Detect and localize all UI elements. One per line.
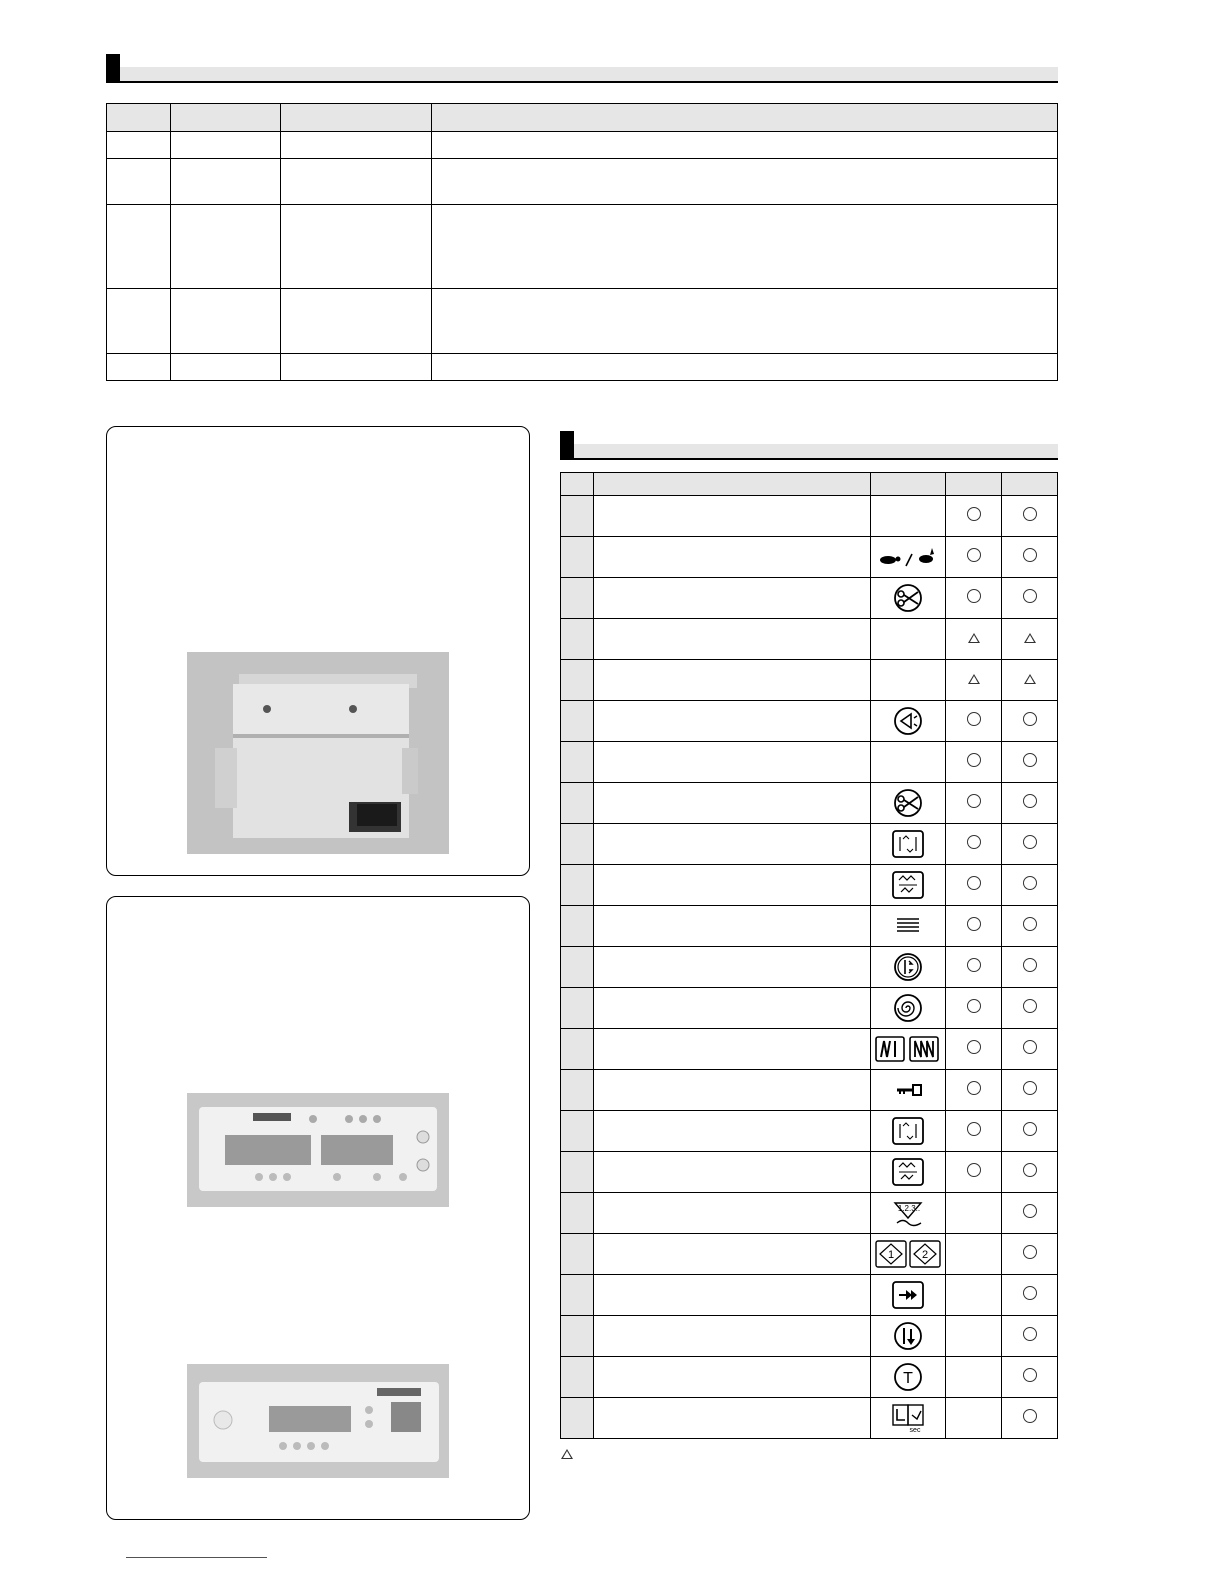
row-number-cell — [561, 947, 594, 988]
function-icon-cell — [871, 1357, 946, 1398]
model-a-mark-cell — [946, 906, 1002, 947]
row-number-cell — [561, 742, 594, 783]
operation-panel-image-1 — [187, 1093, 449, 1207]
table-row — [561, 619, 1058, 660]
available-mark-icon — [967, 1040, 981, 1054]
table-row — [561, 1152, 1058, 1193]
table-cell — [171, 205, 281, 289]
function-name-cell — [594, 1111, 871, 1152]
model-a-mark-cell — [946, 947, 1002, 988]
function-icon-cell — [871, 496, 946, 537]
model-b-mark-cell — [1002, 988, 1058, 1029]
table-row — [561, 742, 1058, 783]
t-circle-icon — [891, 1368, 925, 1385]
model-b-mark-cell — [1002, 701, 1058, 742]
model-a-mark-cell — [946, 619, 1002, 660]
svg-text:sec: sec — [909, 1427, 921, 1433]
table-row — [561, 701, 1058, 742]
model-a-mark-cell — [946, 537, 1002, 578]
section-marker — [106, 54, 120, 82]
available-mark-icon — [1023, 835, 1037, 849]
available-mark-icon — [1023, 507, 1037, 521]
step-count-icon — [891, 1204, 925, 1221]
model-b-mark-cell — [1002, 1152, 1058, 1193]
function-name-cell — [594, 947, 871, 988]
triangle-legend-icon — [561, 1449, 573, 1459]
available-mark-icon — [967, 507, 981, 521]
function-name-cell — [594, 1152, 871, 1193]
svg-text:T: T — [903, 1370, 913, 1387]
model-b-mark-cell — [1002, 1111, 1058, 1152]
available-mark-icon — [967, 589, 981, 603]
available-mark-icon — [1023, 548, 1037, 562]
table-header-cell — [594, 473, 871, 496]
model-a-mark-cell — [946, 988, 1002, 1029]
function-icon-cell — [871, 701, 946, 742]
operation-panel-box — [106, 896, 530, 1520]
table-row — [561, 1357, 1058, 1398]
table-row — [561, 824, 1058, 865]
model-a-mark-cell — [946, 496, 1002, 537]
available-mark-icon — [967, 712, 981, 726]
model-a-mark-cell — [946, 701, 1002, 742]
function-name-cell — [594, 865, 871, 906]
svg-text:2: 2 — [921, 1249, 929, 1261]
table-cell — [171, 354, 281, 381]
available-mark-icon — [967, 548, 981, 562]
available-mark-icon — [967, 917, 981, 931]
table-row — [561, 496, 1058, 537]
operation-panel-image-2 — [187, 1364, 449, 1478]
section-header-bar-top — [106, 67, 1058, 83]
table-cell — [281, 289, 432, 354]
function-icon-cell — [871, 660, 946, 701]
table-row — [107, 289, 1058, 354]
available-mark-icon — [1023, 958, 1037, 972]
available-mark-icon — [1023, 1081, 1037, 1095]
section-marker — [560, 431, 574, 459]
table-header-cell — [1002, 473, 1058, 496]
multi-backtack-icon — [891, 1163, 925, 1180]
table-row — [107, 132, 1058, 159]
available-mark-icon — [967, 999, 981, 1013]
program-1-2-icon — [874, 1245, 942, 1262]
available-mark-icon — [1023, 1245, 1037, 1259]
available-mark-icon — [1023, 1122, 1037, 1136]
model-a-mark-cell — [946, 742, 1002, 783]
partial-mark-icon — [1024, 633, 1036, 643]
table-cell — [432, 289, 1058, 354]
stitch-pattern-icon — [874, 1040, 942, 1057]
partial-mark-icon — [968, 633, 980, 643]
available-mark-icon — [967, 876, 981, 890]
table-header-cell — [281, 104, 432, 132]
table-cell — [432, 132, 1058, 159]
function-icon-cell — [871, 1193, 946, 1234]
function-name-cell — [594, 1357, 871, 1398]
model-a-mark-cell — [946, 1193, 1002, 1234]
row-number-cell — [561, 1111, 594, 1152]
model-b-mark-cell — [1002, 783, 1058, 824]
table-row — [107, 354, 1058, 381]
table-cell — [171, 289, 281, 354]
table-header-cell — [107, 104, 171, 132]
table-header-cell — [871, 473, 946, 496]
model-b-mark-cell — [1002, 1316, 1058, 1357]
model-b-mark-cell — [1002, 537, 1058, 578]
table-row — [561, 1398, 1058, 1439]
available-mark-icon — [967, 958, 981, 972]
table-cell — [281, 354, 432, 381]
key-lock-icon — [891, 1081, 925, 1098]
row-number-cell — [561, 1316, 594, 1357]
row-number-cell — [561, 1193, 594, 1234]
available-mark-icon — [967, 835, 981, 849]
row-number-cell — [561, 660, 594, 701]
available-mark-icon — [1023, 589, 1037, 603]
model-b-mark-cell — [1002, 865, 1058, 906]
function-table — [560, 472, 1058, 1439]
table-cell — [107, 205, 171, 289]
model-a-mark-cell — [946, 578, 1002, 619]
table-header-row — [561, 473, 1058, 496]
control-box-image — [187, 652, 449, 854]
table-cell — [171, 132, 281, 159]
function-icon-cell — [871, 1152, 946, 1193]
model-b-mark-cell — [1002, 824, 1058, 865]
available-mark-icon — [1023, 1327, 1037, 1341]
table-row — [107, 159, 1058, 205]
model-a-mark-cell — [946, 1275, 1002, 1316]
table-row — [561, 1070, 1058, 1111]
model-b-mark-cell — [1002, 1357, 1058, 1398]
table-row — [561, 988, 1058, 1029]
table-row — [561, 660, 1058, 701]
function-name-cell — [594, 824, 871, 865]
available-mark-icon — [1023, 794, 1037, 808]
model-b-mark-cell — [1002, 1070, 1058, 1111]
control-box-panel — [106, 426, 530, 876]
row-number-cell — [561, 1275, 594, 1316]
function-name-cell — [594, 906, 871, 947]
function-name-cell — [594, 1234, 871, 1275]
table-cell — [432, 354, 1058, 381]
timer-sec-icon — [891, 1409, 925, 1433]
function-icon-cell — [871, 578, 946, 619]
function-icon-cell — [871, 824, 946, 865]
footer-link[interactable] — [126, 1557, 267, 1558]
table-row — [561, 537, 1058, 578]
double-backtack-icon — [891, 876, 925, 893]
table-cell — [107, 159, 171, 205]
table-row — [561, 1193, 1058, 1234]
next-step-icon — [891, 1286, 925, 1303]
model-a-mark-cell — [946, 865, 1002, 906]
function-name-cell — [594, 1029, 871, 1070]
model-b-mark-cell — [1002, 619, 1058, 660]
available-mark-icon — [1023, 753, 1037, 767]
function-name-cell — [594, 1070, 871, 1111]
model-b-mark-cell — [1002, 1398, 1058, 1439]
model-a-mark-cell — [946, 1357, 1002, 1398]
model-b-mark-cell — [1002, 496, 1058, 537]
row-number-cell — [561, 1029, 594, 1070]
table-cell — [281, 205, 432, 289]
table-row — [561, 578, 1058, 619]
table-header-cell — [561, 473, 594, 496]
available-mark-icon — [1023, 1368, 1037, 1382]
available-mark-icon — [967, 1081, 981, 1095]
row-number-cell — [561, 824, 594, 865]
function-icon-cell — [871, 783, 946, 824]
svg-text:1: 1 — [887, 1249, 895, 1261]
function-name-cell — [594, 783, 871, 824]
model-a-mark-cell — [946, 1234, 1002, 1275]
model-b-mark-cell — [1002, 1193, 1058, 1234]
model-a-mark-cell — [946, 660, 1002, 701]
row-number-cell — [561, 1398, 594, 1439]
table-header-cell — [946, 473, 1002, 496]
function-table-body — [561, 496, 1058, 1439]
table-cell — [171, 159, 281, 205]
available-mark-icon — [967, 1122, 981, 1136]
model-b-mark-cell — [1002, 578, 1058, 619]
function-icon-cell — [871, 947, 946, 988]
function-name-cell — [594, 988, 871, 1029]
speaker-icon — [891, 712, 925, 729]
partial-mark-icon — [1024, 674, 1036, 684]
table-cell — [107, 289, 171, 354]
model-b-mark-cell — [1002, 1234, 1058, 1275]
table-cell — [281, 132, 432, 159]
model-b-mark-cell — [1002, 660, 1058, 701]
function-name-cell — [594, 660, 871, 701]
function-icon-cell — [871, 906, 946, 947]
model-a-mark-cell — [946, 1152, 1002, 1193]
row-number-cell — [561, 537, 594, 578]
row-number-cell — [561, 1070, 594, 1111]
thread-trim-scissors-icon — [891, 589, 925, 606]
model-a-mark-cell — [946, 1070, 1002, 1111]
table-row — [561, 906, 1058, 947]
row-number-cell — [561, 701, 594, 742]
row-number-cell — [561, 988, 594, 1029]
function-name-cell — [594, 619, 871, 660]
model-b-mark-cell — [1002, 1275, 1058, 1316]
function-name-cell — [594, 578, 871, 619]
operation-panel-photo-1 — [187, 1093, 449, 1207]
row-number-cell — [561, 783, 594, 824]
function-icon-cell — [871, 537, 946, 578]
table-cell — [107, 132, 171, 159]
function-name-cell — [594, 1193, 871, 1234]
function-icon-cell — [871, 1398, 946, 1439]
spiral-icon — [891, 999, 925, 1016]
table-header-row — [107, 104, 1058, 132]
function-icon-cell — [871, 1029, 946, 1070]
model-a-mark-cell — [946, 783, 1002, 824]
model-b-mark-cell — [1002, 742, 1058, 783]
table-header-cell — [432, 104, 1058, 132]
model-b-mark-cell — [1002, 906, 1058, 947]
table-row — [561, 1029, 1058, 1070]
table-row — [561, 1275, 1058, 1316]
needle-position-icon — [891, 958, 925, 975]
model-a-mark-cell — [946, 1029, 1002, 1070]
operation-panel-photo-2 — [187, 1364, 449, 1478]
model-a-mark-cell — [946, 1111, 1002, 1152]
table-cell — [432, 159, 1058, 205]
function-name-cell — [594, 1398, 871, 1439]
function-name-cell — [594, 1275, 871, 1316]
table-cell — [107, 354, 171, 381]
available-mark-icon — [967, 1163, 981, 1177]
table-cell — [281, 159, 432, 205]
end-backtack-icon — [891, 1122, 925, 1139]
available-mark-icon — [1023, 999, 1037, 1013]
row-number-cell — [561, 619, 594, 660]
function-icon-cell — [871, 988, 946, 1029]
function-icon-cell — [871, 1316, 946, 1357]
control-box-photo — [187, 652, 449, 854]
backtack-abcd-icon — [891, 835, 925, 852]
model-b-mark-cell — [1002, 947, 1058, 988]
turtle-rabbit-icon — [874, 548, 942, 565]
available-mark-icon — [1023, 1204, 1037, 1218]
available-mark-icon — [1023, 712, 1037, 726]
function-icon-cell — [871, 865, 946, 906]
function-icon-cell — [871, 742, 946, 783]
available-mark-icon — [1023, 1286, 1037, 1300]
available-mark-icon — [967, 794, 981, 808]
row-number-cell — [561, 578, 594, 619]
table-row — [561, 1111, 1058, 1152]
svg-text:1.2.3..: 1.2.3.. — [897, 1204, 921, 1213]
function-name-cell — [594, 701, 871, 742]
table-header-cell — [171, 104, 281, 132]
row-number-cell — [561, 496, 594, 537]
continuous-stitch-icon — [891, 917, 925, 934]
partial-mark-icon — [968, 674, 980, 684]
table-row — [561, 947, 1058, 988]
table-row — [561, 1234, 1058, 1275]
legend — [561, 1446, 573, 1464]
section-header-bar-functions — [560, 444, 1058, 460]
table-row — [107, 205, 1058, 289]
function-icon-cell — [871, 1234, 946, 1275]
available-mark-icon — [1023, 1163, 1037, 1177]
table-cell — [432, 205, 1058, 289]
model-b-mark-cell — [1002, 1029, 1058, 1070]
function-icon-cell — [871, 619, 946, 660]
specification-table — [106, 103, 1058, 381]
function-name-cell — [594, 537, 871, 578]
model-a-mark-cell — [946, 824, 1002, 865]
row-number-cell — [561, 865, 594, 906]
function-icon-cell — [871, 1111, 946, 1152]
needle-down-icon — [891, 1327, 925, 1344]
table-row — [561, 1316, 1058, 1357]
scissors-icon — [891, 794, 925, 811]
available-mark-icon — [1023, 1040, 1037, 1054]
available-mark-icon — [1023, 917, 1037, 931]
available-mark-icon — [967, 753, 981, 767]
available-mark-icon — [1023, 1409, 1037, 1423]
function-icon-cell — [871, 1275, 946, 1316]
row-number-cell — [561, 906, 594, 947]
row-number-cell — [561, 1234, 594, 1275]
function-name-cell — [594, 742, 871, 783]
table-row — [561, 783, 1058, 824]
available-mark-icon — [1023, 876, 1037, 890]
function-name-cell — [594, 496, 871, 537]
model-a-mark-cell — [946, 1316, 1002, 1357]
row-number-cell — [561, 1152, 594, 1193]
function-icon-cell — [871, 1070, 946, 1111]
row-number-cell — [561, 1357, 594, 1398]
model-a-mark-cell — [946, 1398, 1002, 1439]
function-name-cell — [594, 1316, 871, 1357]
table-row — [561, 865, 1058, 906]
